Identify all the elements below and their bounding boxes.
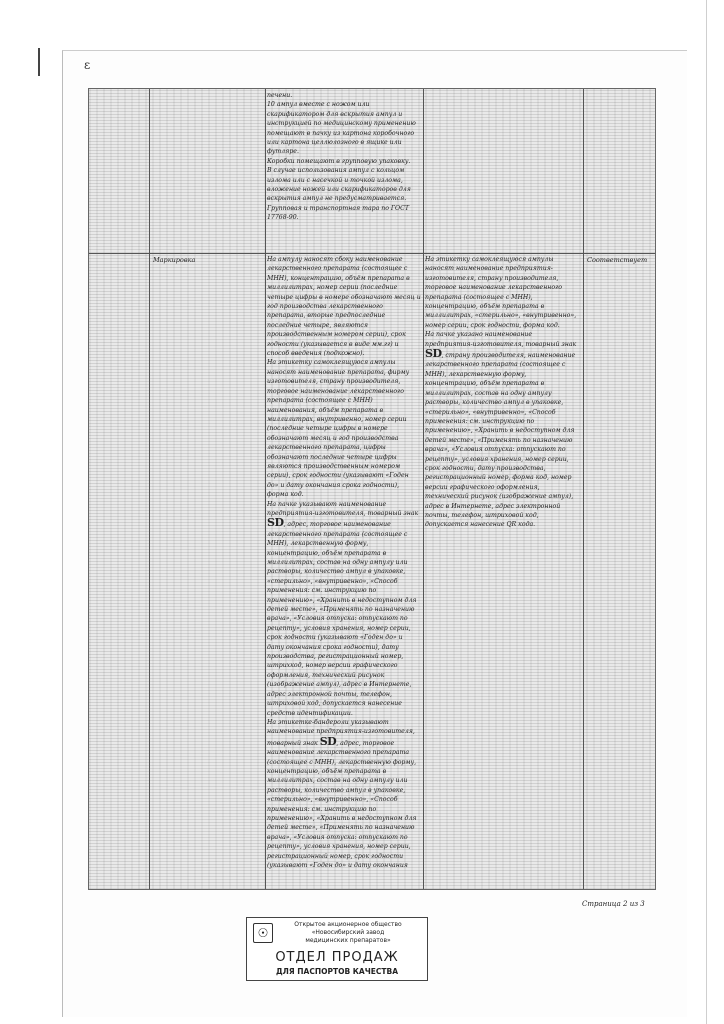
- col-divider-4: [583, 89, 584, 889]
- compliance-status: Соответствует: [587, 256, 648, 264]
- packaging-line: Коробки помещают в групповую упаковку.: [267, 157, 411, 165]
- stamp-company: [273, 921, 423, 945]
- factory-logo-icon: ☉: [253, 923, 273, 943]
- marking-line: На этикетке-бандероли указывают наименование предприятия-изготовителя,: [267, 718, 415, 736]
- scan-artifact-right: [706, 0, 707, 1024]
- marking-text-cell: [267, 255, 421, 887]
- packaging-line: 10 ампул вместе с ножом или скарификатором для вскрытия ампул и инструкцией по медицинскому применению помещают в пачку из картона коробочного или картона целлюлозного в ящике или футляре.: [267, 101, 416, 156]
- stamp-company-line: медицинских препаратов»: [305, 937, 391, 944]
- scan-artifact-left: [38, 48, 40, 76]
- packaging-line: В случае использования ампул с кольцом излома или с насечкой и точкой излома, вложение ножей или скарификаторов для вскрытия ампул не предусматривается.: [267, 167, 411, 203]
- col-divider-3: [423, 89, 424, 889]
- marking-line: , адрес, торговое наименование лекарственного препарата (состоящее с МНН), лекарственную форму, концентрацию, объём препарата в миллилитрах, состав на одну ампулу или растворы, количество ампул в упаковке, «стерильно», «внутривенно», «Способ применения: см. инструкцию по применению», «Хранить в недоступном для детей месте», «Применять по назначению врача», «Условия отпуска: отпускают по рецепту», условия хранения, номер серии, срок годности (указывают «Годен до» и дату окончания срока годности), дату производства, регистрационный номер, штрихкод, номер версии графического оформления, технический рисунок (изображение ампул), адрес в Интернете, адрес электронной почты, телефон, штриховой код, допускается нанесение средств идентификации.: [267, 521, 417, 717]
- marking-actual-line: На этикетку самоклеящуюся ампулы наносят наименование предприятия-изготовителя, страну производителя, торговое наименование лекарственного препарата (состоящее с МНН), концентрацию, объём препарата в миллилитрах, «стерильно», «внутривенно», номер серии, срок годности, форма код.: [425, 256, 577, 329]
- packaging-line: Групповая и транспортная тара по ГОСТ 17768-90.: [267, 204, 409, 222]
- corner-mark: ε: [84, 58, 91, 72]
- marking-line: На пачке указывают наименование предприятия-изготовителя, товарный знак: [267, 500, 419, 517]
- stamp-company-line: «Новосибирский завод: [311, 929, 385, 936]
- stamp-company-line: Открытое акционерное общество: [294, 921, 402, 928]
- marking-line: , адрес, торговое наименование лекарственного препарата (состоящее с МНН), лекарственную форму, концентрацию, объём препарата в миллилитрах, состав на одну ампулу или растворы, количество ампул в упаковке, «стерильно», «внутривенно», «Способ применения: см. инструкцию по применению», «Хранить в недоступном для детей месте», «Применять по назначению врача», «Условия отпуска: отпускают по рецепту», условия хранения, номер серии, регистрационный номер, срок годности (указывают «Годен до» и дату окончания: [267, 739, 417, 869]
- marking-actual-cell: [425, 255, 581, 655]
- marking-actual-line: На пачке указано наименование предприятия-изготовителя, товарный знак: [425, 331, 577, 348]
- packaging-text-cell: [267, 91, 421, 251]
- stamp-title: ОТДЕЛ ПРОДАЖ: [275, 950, 399, 965]
- marking-label: Маркировка: [153, 256, 196, 264]
- sales-department-stamp: [246, 917, 428, 981]
- sd-trademark-logo: SD: [267, 516, 284, 530]
- marking-line: На этикетку самоклеящуюся ампулы наносят наименование препарата, фирму изготовителя, страну производителя, торговое наименование лекарственного препарата (состоящее с МНН) наименования, объём препарата в миллилитрах, внутривенно, номер серии (последние четыре цифры в номере обозначают месяц и год производства лекарственного препарата, цифры обозначают последние четыре цифры являются производственным номером серии), срок годности (указывают «Годен до» и дату окончания срока годности), форма код.: [267, 359, 410, 499]
- packaging-line: печени.: [267, 92, 293, 99]
- stamp-subtitle: ДЛЯ ПАСПОРТОВ КАЧЕСТВА: [275, 967, 399, 976]
- marking-actual-line: , страну производителя, наименование лекарственного препарата (состоящее с МНН), лекарственную форму, концентрацию, объём препарата в миллилитрах, состав на одну ампулу растворы, количество ампул в упаковке, «стерильно», «внутривенно», «Способ применения: см. инструкцию по применению», «Хранить в недоступном для детей месте», «Применять по назначению врача», «Условия отпуска: отпускают по рецепту», условия хранения, номер серии, срок годности, дату производства, регистрационный номер, форма код, номер версии графического оформления, технический рисунок (изображение ампул), адрес в Интернете, адрес электронной почты, телефон, штриховой код, допускается нанесение QR кода.: [425, 352, 576, 529]
- col-divider-1: [149, 89, 150, 889]
- col-divider-2: [265, 89, 266, 889]
- sd-trademark-logo: SD: [425, 347, 442, 361]
- row-divider: [89, 253, 655, 254]
- page-number: Страница 2 из 3: [582, 900, 645, 908]
- sd-trademark-logo: SD: [319, 734, 337, 748]
- spec-table: [88, 88, 656, 890]
- marking-line: товарный знак: [267, 739, 318, 747]
- marking-line: На ампулу наносят сбоку наименование лекарственного препарата (состоящее с МНН), концентрацию, объём препарата в миллилитрах, номер серии (последние четыре цифры в номере обозначают месяц и год производства лекарственного препарата, вторые предпоследние последние четыре, являются производственным номером серии), срок годности (указывается в виде мм.гг) и способ введения (подкожно).: [267, 256, 421, 358]
